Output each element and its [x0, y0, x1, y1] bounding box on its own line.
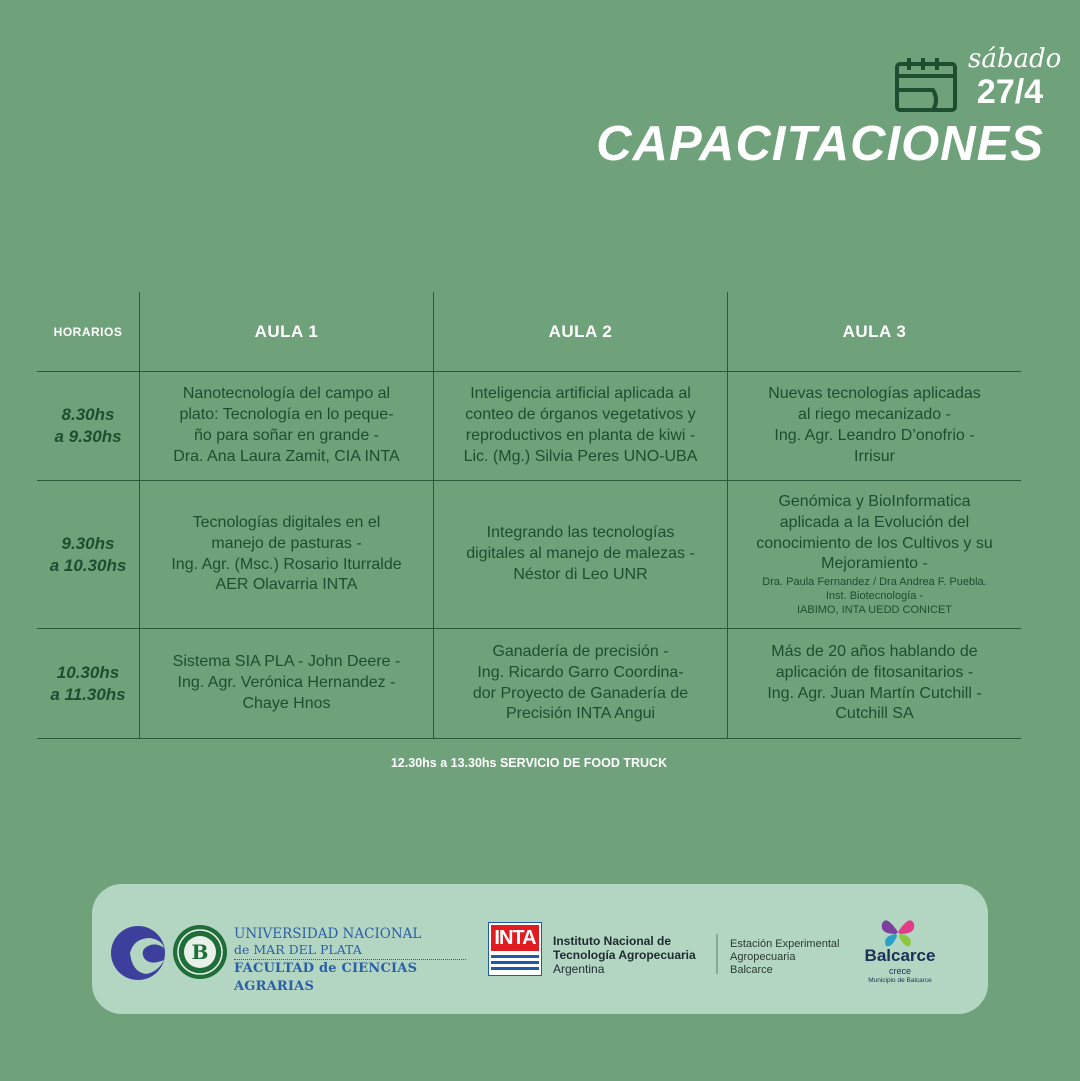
column-header-aula-1: AULA 1: [139, 292, 433, 371]
sponsor-footer: [92, 884, 988, 1014]
speaker-details: Dra. Paula Fernandez / Dra Andrea F. Puebla.: [762, 576, 987, 589]
inta-logo: INTA: [488, 922, 542, 976]
food-truck-note: 12.30hs a 13.30hs SERVICIO DE FOOD TRUCK: [390, 756, 668, 770]
logo-divider: [716, 934, 718, 974]
inta-institution-name: Instituto Nacional de Tecnología Agropecuaria Argentina: [553, 934, 696, 976]
speaker-details: Inst. Biotecnología -: [825, 590, 924, 603]
session-cell: Genómica y BioInformatica aplicada a la Evolución del conocimiento de los Cultivos y su Mejoramiento - Dra. Paula Fernandez / Dra Andrea F. Puebla. Inst. Biotecnología - IABIMO, INTA UEDD CONICET: [727, 481, 1021, 628]
schedule-table: [37, 292, 1021, 739]
eea-balcarce-name: Estación Experimental Agropecuaria Balcarce: [730, 938, 840, 976]
butterfly-icon: [880, 914, 916, 948]
speaker-details: IABIMO, INTA UEDD CONICET: [796, 604, 953, 617]
column-header-aula-3: AULA 3: [727, 292, 1021, 371]
session-cell: Inteligencia artificial aplicada al conteo de órganos vegetativos y reproductivos en planta de kiwi - Lic. (Mg.) Silvia Peres UNO-UBA: [433, 372, 727, 480]
university-seal-icon: [172, 924, 228, 980]
date-label: 27/4: [976, 73, 1044, 111]
unmdp-wave-logo-icon: [110, 924, 166, 982]
session-cell: Nuevas tecnologías aplicadas al riego mecanizado - Ing. Agr. Leandro D’onofrio - Irrisur: [727, 372, 1021, 480]
unmdp-name: UNIVERSIDAD NACIONAL de MAR DEL PLATA FACULTAD de CIENCIAS AGRARIAS: [234, 926, 466, 996]
table-row: [37, 481, 1021, 629]
day-label: sábado: [968, 44, 1062, 74]
session-cell: Sistema SIA PLA - John Deere - Ing. Agr. Verónica Hernandez - Chaye Hnos: [139, 629, 433, 738]
table-header-row: [37, 292, 1021, 372]
time-slot: 10.30hs a 11.30hs: [50, 662, 126, 704]
svg-text:B: B: [191, 940, 209, 964]
time-slot: 8.30hs a 9.30hs: [54, 405, 122, 446]
session-cell: Ganadería de precisión - Ing. Ricardo Garro Coordina- dor Proyecto de Ganadería de Precisión INTA Angui: [433, 629, 727, 738]
column-header-aula-2: AULA 2: [433, 292, 727, 371]
time-slot: 9.30hs a 10.30hs: [49, 533, 127, 575]
table-row: [37, 372, 1021, 481]
balcarce-tagline: crece: [888, 966, 911, 976]
calendar-icon: [893, 56, 959, 114]
column-header-horarios: HORARIOS: [53, 324, 123, 339]
session-cell: Integrando las tecnologías digitales al manejo de malezas - Néstor di Leo UNR: [433, 481, 727, 628]
table-row: [37, 629, 1021, 739]
balcarce-name: Balcarce: [864, 946, 936, 965]
session-cell: Más de 20 años hablando de aplicación de fitosanitarios - Ing. Agr. Juan Martín Cutchill - Cutchill SA: [727, 629, 1021, 738]
session-cell: Nanotecnología del campo al plato: Tecnología en lo peque- ño para soñar en grande - Dra. Ana Laura Zamit, CIA INTA: [139, 372, 433, 480]
balcarce-municipality: Municipio de Balcarce: [868, 977, 932, 984]
page-title: CAPACITACIONES: [596, 117, 1044, 171]
session-cell: Tecnologías digitales en el manejo de pasturas - Ing. Agr. (Msc.) Rosario Iturralde AER Olavarria INTA: [139, 481, 433, 628]
